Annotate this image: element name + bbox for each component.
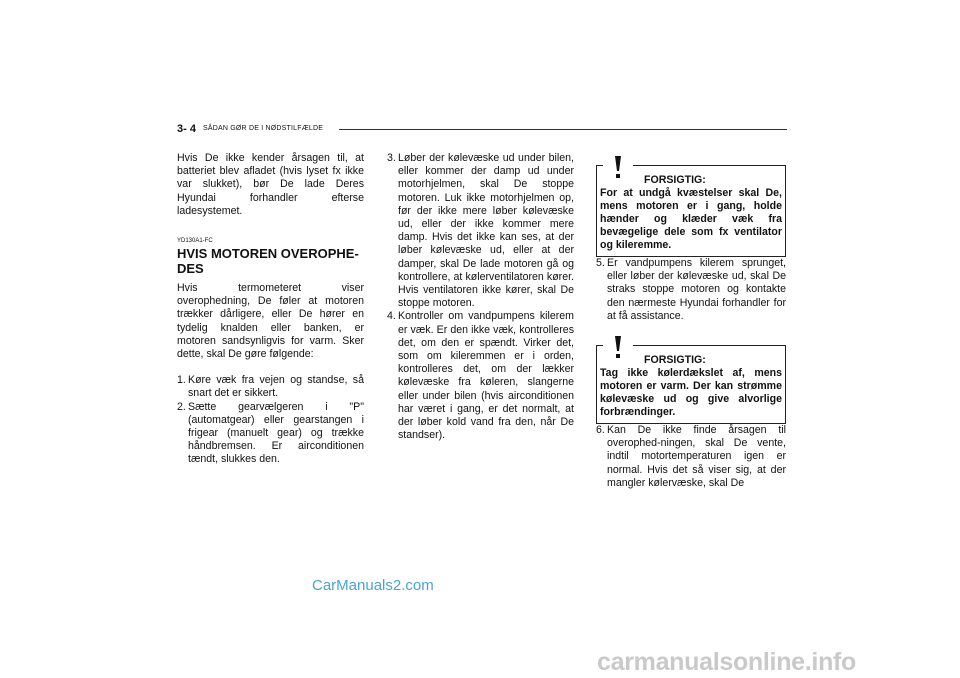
- battery-paragraph: Hvis De ikke kender årsagen til, at batteriet blev afladet (hvis lyset fx ikke var slukket), bør De lade Deres Hyundai forhandler efterse ladesystemet.: [177, 152, 364, 217]
- step-number: 4.: [387, 310, 396, 323]
- step-text: Sætte gearvælgeren i "P" (automatgear) eller gearstangen i frigear (manuelt gear) og trække håndbremsen. Er airconditionen tændt, slukkes den.: [188, 400, 364, 466]
- list-item: [596, 424, 786, 490]
- list-item: [177, 401, 364, 467]
- column-3: [596, 165, 786, 490]
- step-number: 3.: [387, 152, 396, 164]
- header-rule: [339, 129, 787, 130]
- step-text: Køre væk fra vejen og standse, så snart det er sikkert.: [188, 374, 364, 400]
- overheat-intro: Hvis termometeret viser overophedning, De føler at motoren trækker dårligere, eller De hører en tydelig knalden eller banken, er motoren sandsynligvis for varm. Sker dette, skal De gøre følgende:: [177, 282, 364, 361]
- column-2: [387, 152, 574, 442]
- steps-list-2: [387, 152, 574, 442]
- step-number: 6.: [596, 424, 605, 437]
- step-number: 2.: [177, 400, 186, 413]
- caution-box-fan: [596, 165, 786, 257]
- steps-list-1: [177, 374, 364, 466]
- spacer: [177, 361, 364, 374]
- caution-text: Tag ikke kølerdækslet af, mens motoren er varm. Der kan strømme kølevæske ud og give alvorlige forbrændinger.: [600, 367, 782, 419]
- list-item: [387, 152, 574, 310]
- watermark-right: carmanualsonline.info: [597, 648, 857, 676]
- step-text: Kan De ikke finde årsagen til overophed-ningen, skal De vente, indtil motortemperaturen igen er normal. Hvis det så viser sig, at der mangler kølervæske, skal De: [607, 424, 786, 489]
- warning-exclamation-icon: [603, 154, 633, 180]
- section-title: SÅDAN GØR DE I NØDSTILFÆLDE: [203, 125, 324, 132]
- caution-text: For at undgå kvæstelser skal De, mens motoren er i gang, holde hænder og klæder væk fra bevægelige dele som fx ventilator og kileremme.: [600, 187, 782, 251]
- column-1: [177, 152, 364, 467]
- step-number: 5.: [596, 257, 605, 269]
- warning-exclamation-icon: [603, 334, 633, 360]
- steps-list-3: [596, 257, 786, 323]
- caution-title: FORSIGTIG:: [644, 174, 706, 186]
- caution-box-radiator: [596, 345, 786, 424]
- list-item: [596, 257, 786, 323]
- step-text: Er vandpumpens kilerem sprunget, eller løber der kølevæske ud, skal De straks stoppe motoren og kontakte den nærmeste Hyundai forhandler for at få assistance.: [607, 257, 786, 322]
- list-item: [387, 310, 574, 442]
- step-text: Løber der kølevæske ud under bilen, eller kommer der damp ud under motorhjelmen, skal De stoppe motoren. Luk ikke motorhjelmen op, før der ikke mere løber kølevæske ud, eller der ikke kommer mere damp. Hvis det ikke kan ses, at der løber kølevæske ud, eller at der damper, skal De lade motoren gå og kontrollere, at kølerventilatoren kører. Hvis ventilatoren ikke kører, skal De stoppe motoren.: [398, 152, 574, 310]
- page-number: 3- 4: [177, 123, 196, 135]
- reference-code: YD130A1-FC: [177, 238, 213, 245]
- page-header: [177, 123, 787, 137]
- step-text: Kontroller om vandpumpens kilerem er væk. Er den ikke væk, kontrolleres det, om den er spændt. Virker det, som om kileremmen er i orden, kontrolleres det, om der lækker kølevæske fra køleren, slangerne eller under bilen (hvis airconditionen har været i gang, er det normalt, at der løber kold vand fra den, når De standser).: [398, 310, 574, 442]
- steps-list-4: [596, 424, 786, 490]
- caution-title: FORSIGTIG:: [644, 354, 706, 367]
- section-heading: HVIS MOTOREN OVEROPHE-DES: [177, 246, 359, 277]
- list-item: [177, 374, 364, 400]
- watermark-link-left[interactable]: CarManuals2.com: [312, 577, 434, 594]
- step-number: 1.: [177, 374, 186, 387]
